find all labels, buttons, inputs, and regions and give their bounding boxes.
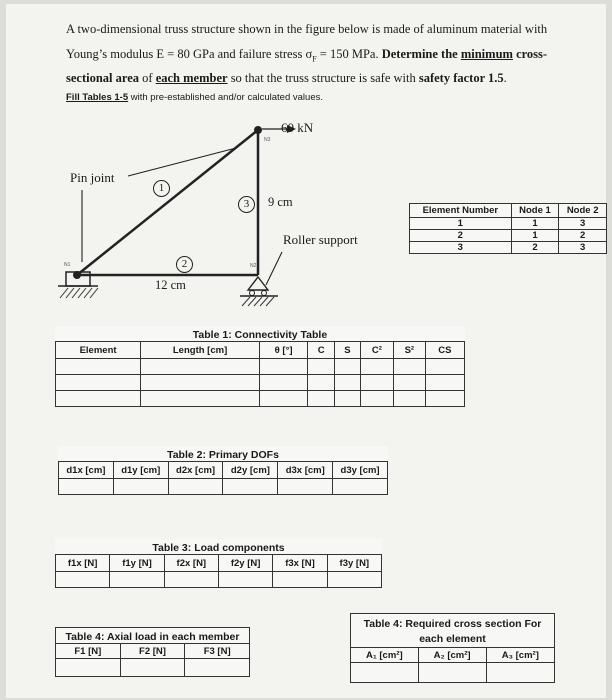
empty-cell[interactable] xyxy=(335,375,361,391)
header-cell: A₃ [cm²] xyxy=(486,648,554,663)
empty-cell[interactable] xyxy=(259,359,307,375)
table-cell: 1 xyxy=(511,218,559,230)
empty-cell[interactable] xyxy=(110,572,164,588)
empty-cell[interactable] xyxy=(164,572,218,588)
header-cell: Node 2 xyxy=(559,204,607,218)
ground-hatch xyxy=(60,288,98,298)
intro-underline: each member xyxy=(155,71,228,85)
empty-row xyxy=(56,375,465,391)
empty-cell[interactable] xyxy=(56,375,141,391)
empty-row xyxy=(351,663,555,683)
intro-text: of xyxy=(139,71,156,85)
header-cell: A₁ [cm²] xyxy=(351,648,419,663)
element-node-table xyxy=(409,203,607,254)
empty-cell[interactable] xyxy=(335,391,361,407)
header-cell: d3x [cm] xyxy=(278,462,333,479)
empty-cell[interactable] xyxy=(308,391,335,407)
header-cell: S² xyxy=(393,342,425,359)
header-cell: d2x [cm] xyxy=(168,462,223,479)
header-cell: f2y [N] xyxy=(218,555,272,572)
intro-bold: safety factor 1.5 xyxy=(418,71,504,85)
empty-cell[interactable] xyxy=(278,479,333,495)
roller-pointer xyxy=(266,252,282,285)
intro-subscript: F xyxy=(312,54,317,64)
empty-cell[interactable] xyxy=(259,375,307,391)
fill-instruction-text: with pre-established and/or calculated values. xyxy=(128,92,323,103)
intro-bold: cross- xyxy=(512,47,548,61)
header-cell: f1y [N] xyxy=(110,555,164,572)
table-1-connectivity xyxy=(55,326,465,407)
table-2-primary-dofs xyxy=(58,446,388,495)
height-dimension: 9 cm xyxy=(268,195,293,209)
header-cell: C xyxy=(308,342,335,359)
table-cell: 2 xyxy=(410,230,512,242)
table-title: Table 4: Axial load in each member xyxy=(56,628,250,644)
header-cell: F2 [N] xyxy=(120,644,185,659)
empty-cell[interactable] xyxy=(59,479,114,495)
empty-cell[interactable] xyxy=(393,391,425,407)
node-3-label: N3 xyxy=(264,137,271,143)
empty-cell[interactable] xyxy=(486,663,554,683)
empty-cell[interactable] xyxy=(327,572,381,588)
empty-cell[interactable] xyxy=(351,663,419,683)
roller-wheel xyxy=(262,291,267,296)
intro-bold: sectional area xyxy=(66,71,140,85)
empty-cell[interactable] xyxy=(425,375,464,391)
intro-text: so that the truss structure is safe with xyxy=(227,71,419,85)
table-title-line: each element xyxy=(419,633,486,645)
header-cell: d2y [cm] xyxy=(223,462,278,479)
roller-hatch xyxy=(242,297,274,306)
empty-cell[interactable] xyxy=(113,479,168,495)
empty-cell[interactable] xyxy=(273,572,327,588)
header-cell: d1x [cm] xyxy=(59,462,114,479)
load-label: 60 kN xyxy=(281,120,314,135)
empty-cell[interactable] xyxy=(141,391,260,407)
empty-row xyxy=(56,391,465,407)
table-title: Table 2: Primary DOFs xyxy=(167,449,279,461)
empty-cell[interactable] xyxy=(418,663,486,683)
intro-line-1: A two-dimensional truss structure shown in the figure below is made of aluminum material with xyxy=(66,22,548,36)
header-cell: S xyxy=(335,342,361,359)
empty-row xyxy=(56,572,382,588)
header-cell: A₂ [cm²] xyxy=(418,648,486,663)
empty-cell[interactable] xyxy=(223,479,278,495)
member-3-label: 3 xyxy=(238,196,255,213)
empty-cell[interactable] xyxy=(185,659,250,677)
empty-cell[interactable] xyxy=(141,359,260,375)
empty-cell[interactable] xyxy=(56,391,141,407)
empty-cell[interactable] xyxy=(308,375,335,391)
roller-support xyxy=(248,277,268,290)
table-cell: 2 xyxy=(559,230,607,242)
header-cell: θ [°] xyxy=(259,342,307,359)
empty-cell[interactable] xyxy=(120,659,185,677)
table-3-load-components xyxy=(55,539,382,588)
width-dimension: 12 cm xyxy=(155,278,186,292)
intro-bold: Determine the xyxy=(381,47,461,61)
node-1-label: N1 xyxy=(64,262,71,268)
member-1-line xyxy=(77,130,258,275)
empty-cell[interactable] xyxy=(425,359,464,375)
header-cell: f3x [N] xyxy=(273,555,327,572)
roller-support-label: Roller support xyxy=(283,232,358,247)
header-cell: CS xyxy=(425,342,464,359)
empty-cell[interactable] xyxy=(333,479,388,495)
empty-cell[interactable] xyxy=(56,359,141,375)
intro-underline: minimum xyxy=(460,47,513,61)
node-3 xyxy=(254,126,262,134)
empty-row xyxy=(56,659,250,677)
table-cell: 2 xyxy=(511,242,559,254)
header-cell: f1x [N] xyxy=(56,555,110,572)
table-cell: 3 xyxy=(559,218,607,230)
table-title xyxy=(351,614,555,648)
table-4-axial-load xyxy=(55,627,250,677)
table-cell: 3 xyxy=(559,242,607,254)
empty-cell[interactable] xyxy=(218,572,272,588)
empty-cell[interactable] xyxy=(360,375,393,391)
empty-cell[interactable] xyxy=(308,359,335,375)
table-cell: 1 xyxy=(511,230,559,242)
empty-cell[interactable] xyxy=(335,359,361,375)
table-4-cross-section xyxy=(350,613,555,683)
intro-text: . xyxy=(503,71,507,85)
header-cell: F3 [N] xyxy=(185,644,250,659)
header-cell: d1y [cm] xyxy=(113,462,168,479)
intro-text: Young’s modulus E = 80 GPa and failure stress σ xyxy=(66,47,313,61)
header-cell: C² xyxy=(360,342,393,359)
member-1-label: 1 xyxy=(153,180,170,197)
empty-cell[interactable] xyxy=(393,375,425,391)
node-2-label: N2 xyxy=(250,263,257,269)
header-cell: Length [cm] xyxy=(141,342,260,359)
table-title: Table 1: Connectivity Table xyxy=(192,329,328,341)
member-2-label: 2 xyxy=(176,256,193,273)
roller-wheel xyxy=(250,291,255,296)
pin-joint-label: Pin joint xyxy=(70,170,115,185)
fill-tables-link: Fill Tables 1-5 xyxy=(66,92,129,103)
table-cell: 1 xyxy=(410,218,512,230)
empty-row xyxy=(56,359,465,375)
empty-cell[interactable] xyxy=(141,375,260,391)
table-title: Table 3: Load components xyxy=(152,542,285,554)
header-cell: Node 1 xyxy=(511,204,559,218)
empty-cell[interactable] xyxy=(425,391,464,407)
empty-cell[interactable] xyxy=(259,391,307,407)
header-cell: Element xyxy=(56,342,141,359)
empty-cell[interactable] xyxy=(360,359,393,375)
table-title-line: Table 4: Required cross section For xyxy=(363,618,542,630)
header-cell: d3y [cm] xyxy=(333,462,388,479)
empty-cell[interactable] xyxy=(360,391,393,407)
empty-row xyxy=(59,479,388,495)
empty-cell[interactable] xyxy=(393,359,425,375)
node-1 xyxy=(73,271,81,279)
header-cell: F1 [N] xyxy=(56,644,121,659)
header-cell: f2x [N] xyxy=(164,555,218,572)
header-cell: f3y [N] xyxy=(327,555,381,572)
intro-text: = 150 MPa. xyxy=(316,47,382,61)
header-cell: Element Number xyxy=(410,204,512,218)
empty-cell[interactable] xyxy=(168,479,223,495)
empty-cell[interactable] xyxy=(56,572,110,588)
empty-cell[interactable] xyxy=(56,659,121,677)
table-cell: 3 xyxy=(410,242,512,254)
